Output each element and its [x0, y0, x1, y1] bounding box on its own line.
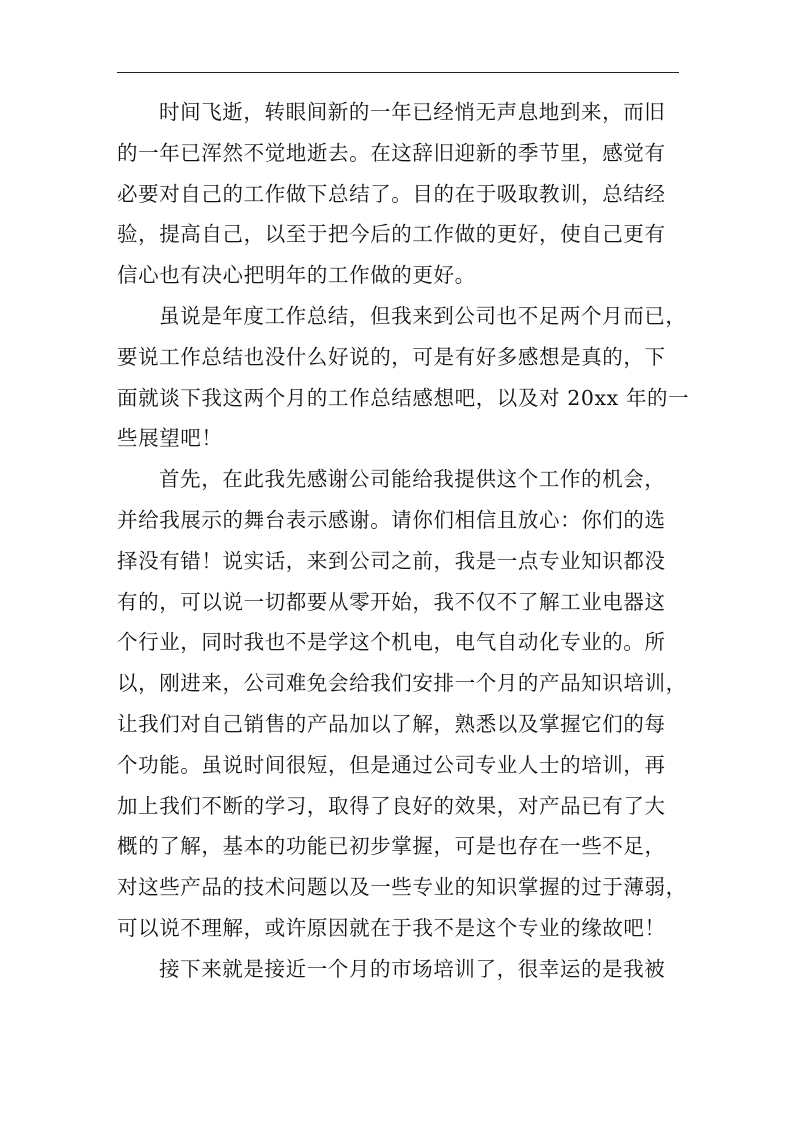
- paragraph-3-line-1: 首先，在此我先感谢公司能给我提供这个工作的机会，: [159, 467, 666, 492]
- paragraph-3-line-2: 并给我展示的舞台表示感谢。请你们相信且放心：你们的选: [117, 507, 666, 532]
- paragraph-2-line-4: 些展望吧！: [117, 426, 223, 451]
- paragraph-3-line-11: 对这些产品的技术问题以及一些专业的知识掌握的过于薄弱，: [117, 875, 687, 900]
- paragraph-3-line-4: 有的，可以说一切都要从零开始，我不仅不了解工业电器这: [117, 589, 666, 614]
- paragraph-1-line-2: 的一年已浑然不觉地逝去。在这辞旧迎新的季节里，感觉有: [117, 140, 666, 165]
- paragraph-2-line-3: 面就谈下我这两个月的工作总结感想吧，以及对 20xx 年的一: [117, 385, 690, 410]
- paragraph-2-line-2: 要说工作总结也没什么好说的，可是有好多感想是真的，下: [117, 344, 666, 369]
- document-body: [117, 92, 697, 990]
- paragraph-3-line-9: 加上我们不断的学习，取得了良好的效果，对产品已有了大: [117, 793, 666, 818]
- paragraph-1-line-1: 时间飞逝，转眼间新的一年已经悄无声息地到来，而旧: [159, 100, 666, 124]
- paragraph-3-line-10: 概的了解，基本的功能已初步掌握，可是也存在一些不足，: [117, 834, 666, 859]
- paragraph-1-line-4: 验，提高自己，以至于把今后的工作做的更好，使自己更有: [117, 222, 666, 247]
- paragraph-4-line-1: 接下来就是接近一个月的市场培训了，很幸运的是我被: [159, 956, 666, 981]
- paragraph-3-line-3: 择没有错！说实话，来到公司之前，我是一点专业知识都没: [117, 548, 666, 573]
- paragraph-3-line-8: 个功能。虽说时间很短，但是通过公司专业人士的培训，再: [117, 752, 666, 777]
- paragraph-3-line-5: 个行业，同时我也不是学这个机电，电气自动化专业的。所: [117, 630, 666, 655]
- header-rule: [117, 72, 679, 73]
- paragraph-1-line-5: 信心也有决心把明年的工作做的更好。: [117, 263, 476, 288]
- paragraph-2-line-1: 虽说是年度工作总结，但我来到公司也不足两个月而已，: [159, 303, 687, 328]
- paragraph-3-line-6: 以，刚进来，公司难免会给我们安排一个月的产品知识培训，: [117, 671, 687, 696]
- paragraph-3-line-7: 让我们对自己销售的产品加以了解，熟悉以及掌握它们的每: [117, 711, 666, 736]
- paragraph-3-line-12: 可以说不理解，或许原因就在于我不是这个专业的缘故吧！: [117, 915, 666, 940]
- paragraph-1-line-3: 必要对自己的工作做下总结了。目的在于吸取教训，总结经: [117, 181, 666, 206]
